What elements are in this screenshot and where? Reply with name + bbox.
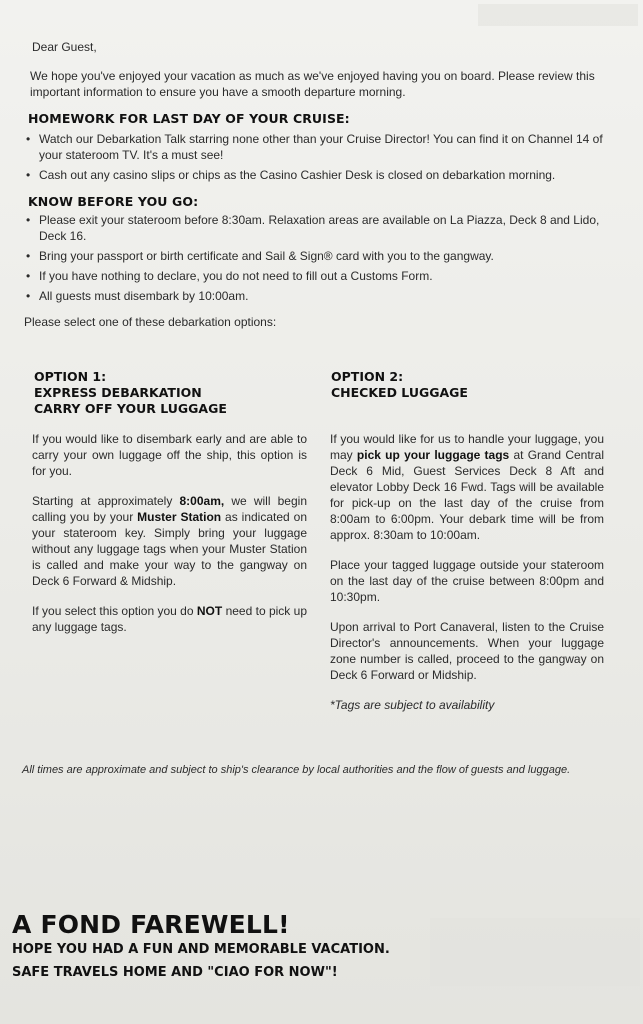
homework-list xyxy=(22,131,618,187)
know-before-heading: KNOW BEFORE YOU GO: xyxy=(28,194,199,209)
option2-name: CHECKED LUGGAGE xyxy=(331,385,468,400)
option1-paragraph: If you would like to disembark early and are able to carry your own luggage off the ship, this option is for you. xyxy=(32,432,307,478)
show-through-bar-top xyxy=(478,4,638,26)
option1-paragraph: If you select this option you do NOT need to pick up any luggage tags. xyxy=(32,604,308,634)
option1-title xyxy=(34,369,227,417)
list-item: • All guests must disembark by 10:00am. xyxy=(22,288,618,304)
option2-paragraph: Place your tagged luggage outside your stateroom on the last day of the cruise between 8:00pm and 10:30pm. xyxy=(330,558,604,604)
tags-availability-note: *Tags are subject to availability xyxy=(330,698,495,712)
list-item: • Watch our Debarkation Talk starring none other than your Cruise Director! You can find it on Channel 14 of your stateroom TV. It's a must see! xyxy=(22,131,618,163)
option1-subtitle: CARRY OFF YOUR LUGGAGE xyxy=(34,401,227,416)
list-item: • Please exit your stateroom before 8:30am. Relaxation areas are available on La Piazza, Deck 8 and Lido, Deck 16. xyxy=(22,212,618,244)
show-through-bar-bottom xyxy=(430,918,640,986)
farewell-line-2: SAFE TRAVELS HOME AND "CIAO FOR NOW"! xyxy=(12,965,338,980)
option2-paragraph: If you would like for us to handle your luggage, you may pick up your luggage tags at Grand Central Deck 6 Mid, Guest Services Deck 8 Aft and elevator Lobby Deck 16 Fwd. Tags will be available for pick-up on the last day of the cruise from 8:00am to 6:00pm. Your debark time will be from approx. 8:30am to 10:00am. xyxy=(330,432,604,542)
option1-body xyxy=(32,431,307,649)
list-item: • Cash out any casino slips or chips as the Casino Cashier Desk is closed on debarkation morning. xyxy=(22,167,618,183)
farewell-line-1: HOPE YOU HAD A FUN AND MEMORABLE VACATION. xyxy=(12,942,390,957)
greeting: Dear Guest, xyxy=(32,40,97,54)
select-option-prompt: Please select one of these debarkation options: xyxy=(24,315,277,329)
farewell-title: A FOND FAREWELL! xyxy=(12,910,290,939)
list-item: • Bring your passport or birth certificate and Sail & Sign® card with you to the gangway. xyxy=(22,248,618,264)
list-item: • If you have nothing to declare, you do not need to fill out a Customs Form. xyxy=(22,268,618,284)
option1-label: OPTION 1: xyxy=(34,369,107,384)
option2-title xyxy=(331,369,468,401)
homework-heading: HOMEWORK FOR LAST DAY OF YOUR CRUISE: xyxy=(28,111,350,126)
disclaimer: All times are approximate and subject to ship's clearance by local authorities and the flow of guests and luggage. xyxy=(22,764,571,776)
intro-paragraph: We hope you've enjoyed your vacation as much as we've enjoyed having you on board. Please review this important information to ensure you have a smooth departure morning. xyxy=(30,69,595,99)
option2-body xyxy=(330,431,604,727)
know-before-list xyxy=(22,212,618,308)
option1-paragraph: Starting at approximately 8:00am, we will begin calling you by your Muster Station as indicated on your stateroom key. Simply bring your luggage without any luggage tags when your Muster Station is called and make your way to the gangway on Deck 6 Forward & Midship. xyxy=(32,494,307,588)
option2-label: OPTION 2: xyxy=(331,369,404,384)
option2-paragraph: Upon arrival to Port Canaveral, listen to the Cruise Director's announcements. When your luggage zone number is called, proceed to the gangway on Deck 6 Forward or Midship. xyxy=(330,620,604,682)
option1-name: EXPRESS DEBARKATION xyxy=(34,385,202,400)
